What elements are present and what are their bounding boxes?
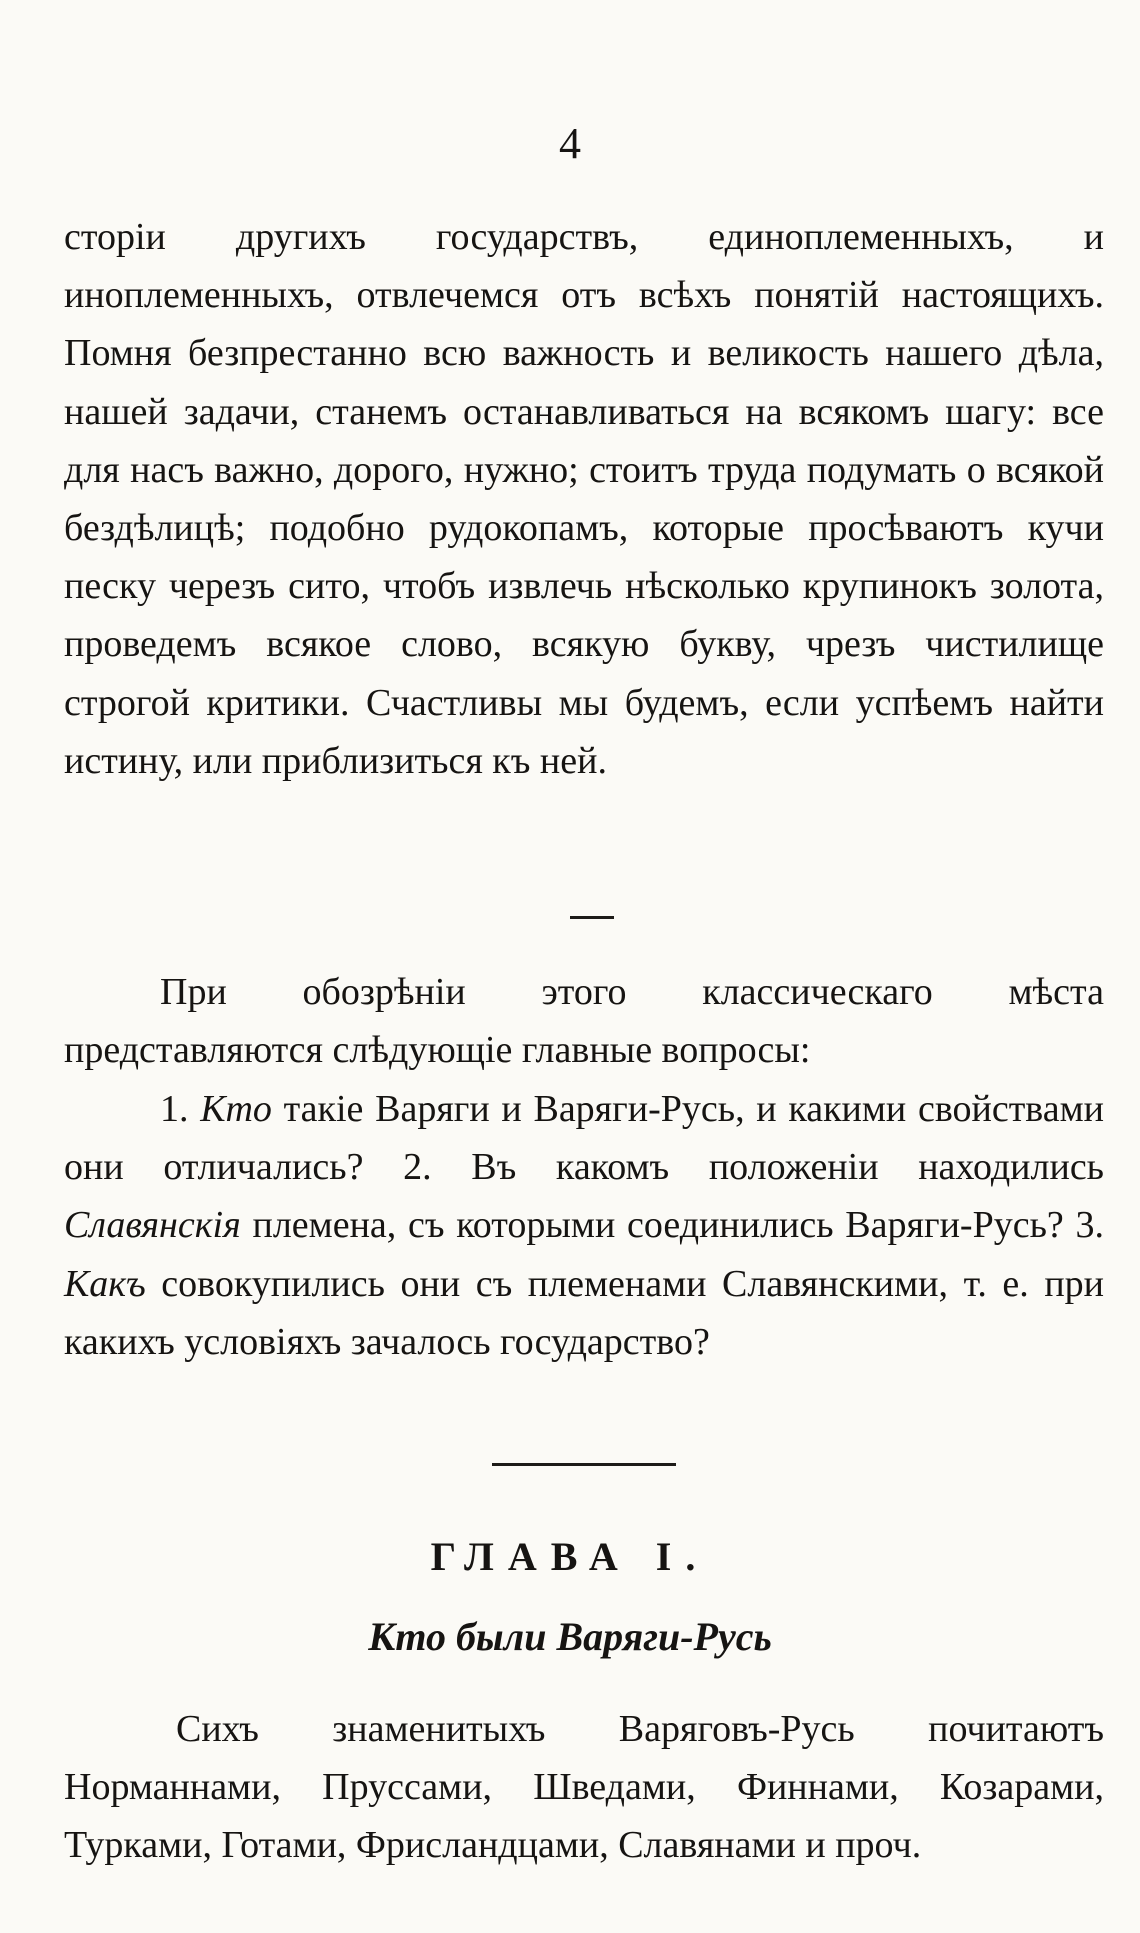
question-2-number: 2. [403,1146,432,1189]
chapter-title: ГЛАВА I. [430,1534,710,1579]
paragraph-intro: сторіи другихъ государствъ, единоплеменныхъ, и иноплеменныхъ, отвлечемся отъ всѣхъ понятій настоящихъ. Помня безпрестанно всю важность и великость нашего дѣла, нашей задачи, станемъ останавливаться на всякомъ шагу: все для насъ важно, дорого, нужно; стоитъ труда подумать о всякой бездѣлицѣ; подобно рудокопамъ, которые просѣваютъ кучи песку черезъ сито, чтобъ извлечь нѣсколько крупинокъ золота, проведемъ всякое слово, всякую букву, чрезъ чистилище строгой критики. Счастливы мы будемъ, если успѣемъ найти истину, или приблизиться къ ней. [64,216,1104,782]
question-2-text-b: племена, съ которыми соединились Варяги-Русь? [252,1204,1064,1247]
question-2-text-a: Въ какомъ положеніи находились [471,1146,1105,1189]
paragraph-questions-intro: При обозрѣніи этого классическаго мѣста представляются слѣдующіе главные вопросы: [64,971,1104,1072]
question-3-text: совокупились они съ племенами Славянскими, т. е. при какихъ условіяхъ зачалось государство? [64,1262,1104,1363]
question-2-emphasis: Славянскія [64,1204,241,1247]
question-1-emphasis: Кто [200,1088,272,1130]
paragraph-questions-list [64,1080,1104,1371]
page-number: 4 [559,119,581,168]
chapter-rule [492,1463,676,1466]
paragraph-chapter-body: Сихъ знаменитыхъ Варяговъ-Русь почитаютъ Норманнами, Пруссами, Шведами, Финнами, Козарами, Турками, Готами, Фрисландцами, Славянами и проч. [64,1708,1104,1867]
chapter-subtitle: Кто были Варяги-Русь [368,1614,772,1659]
question-3-emphasis: Какъ [64,1262,146,1305]
question-3-number: 3. [1075,1204,1105,1247]
question-1-number: 1. [160,1088,189,1130]
question-1-text: такіе Варяги и Варяги-Русь, и какими свойствами они отличались? [64,1088,1104,1189]
section-dash [570,916,614,919]
